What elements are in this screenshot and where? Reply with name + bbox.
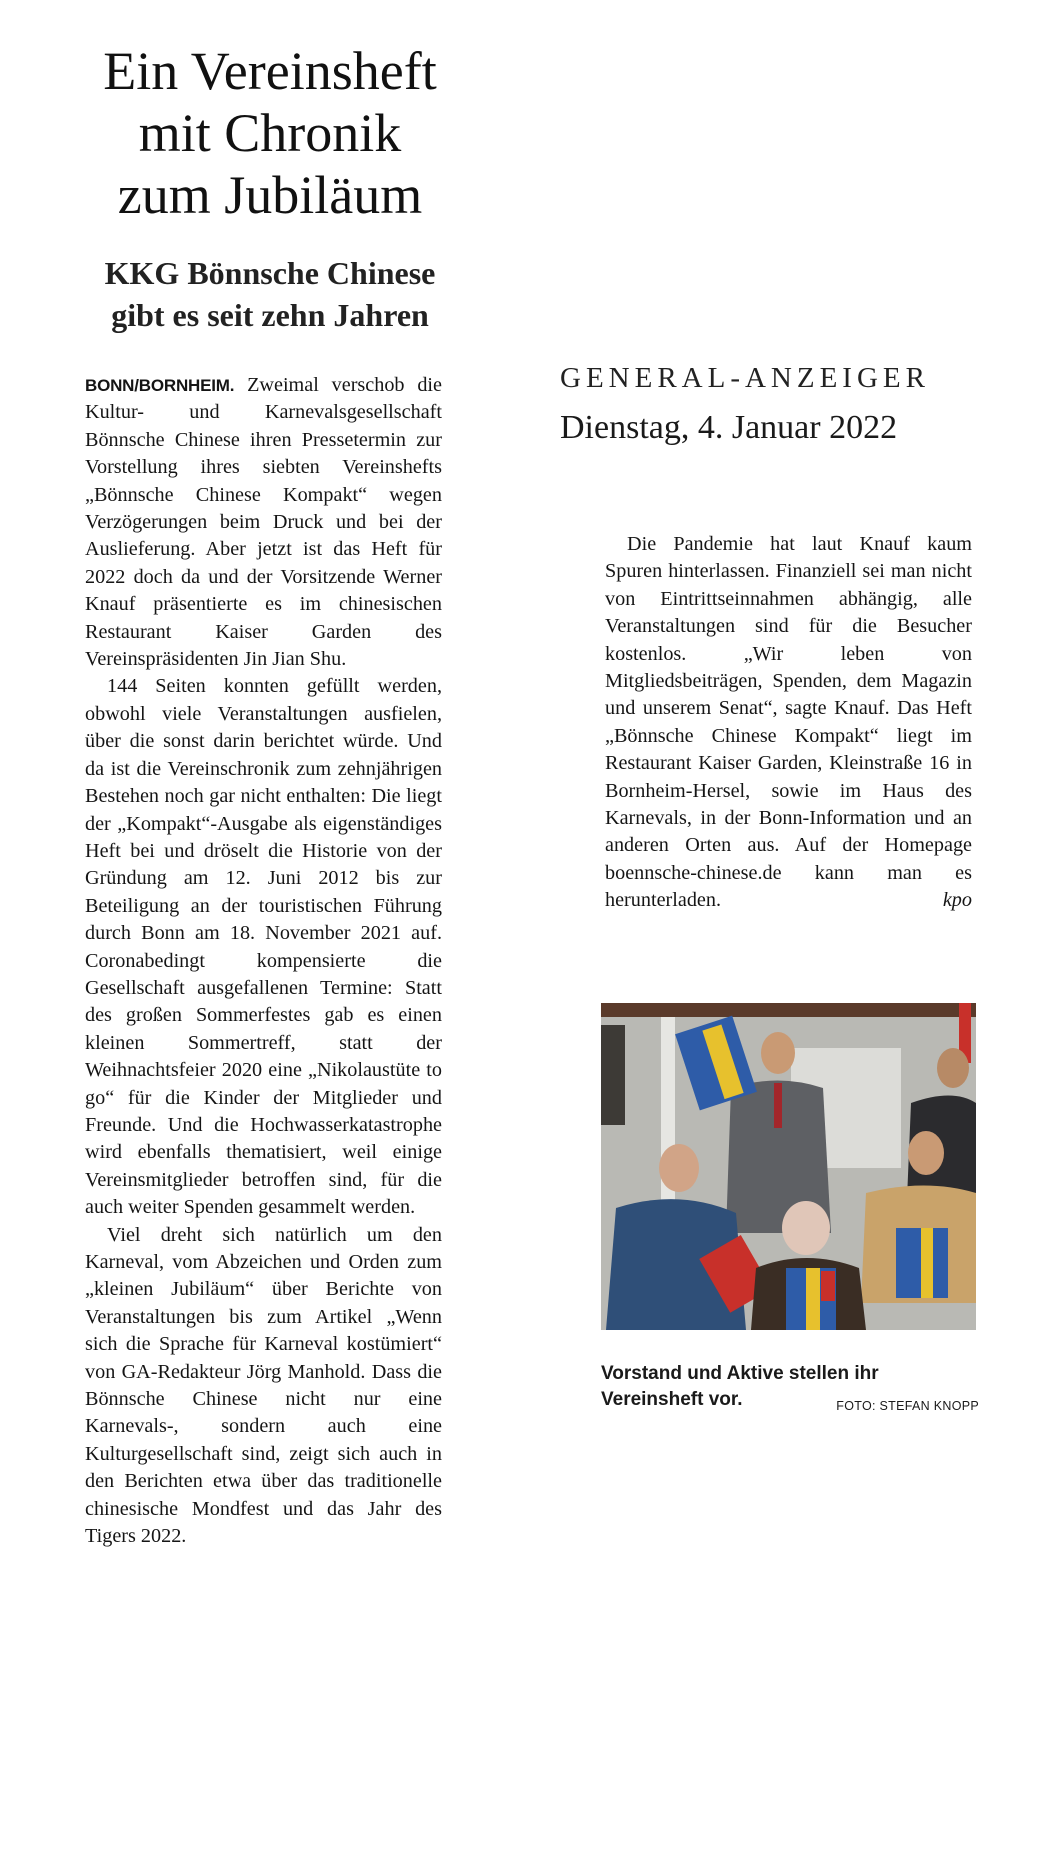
newspaper-name: GENERAL-ANZEIGER (560, 362, 930, 394)
paragraph-1 (85, 372, 442, 673)
publication-date: Dienstag, 4. Januar 2022 (560, 409, 898, 446)
article-column-right (605, 531, 972, 915)
newspaper-masthead (560, 360, 980, 450)
paragraph-2: 144 Seiten konnten gefüllt werden, obwohl viele Veranstaltungen ausfielen, über die sonst darin berichtet würde. Und da ist die Vereinschronik zum zehnjährigen Bestehen noch gar nicht enthalten: Die liegt der „Kompakt“-Ausgabe als eigenständiges Heft bei und dröselt die Historie von der Gründung am 12. Juni 2012 bis zur Beteiligung an der touristischen Führung durch Bonn am 18. November 2021 auf. Coronabedingt kompensierte die Gesellschaft ausgefallenen Termine: Statt des großen Sommerfestes gab es einen kleinen Sommertreff, statt der Weihnachtsfeier 2020 eine „Nikolaustüte to go“ für die Kinder der Mitglieder und Freunde. Und die Hochwasserkatastrophe wird ebenfalls thematisiert, weil einige Vereinsmitglieder betroffen sind, für die auch weiter Spenden gesammelt werden. (85, 675, 442, 1219)
headline-line-3: zum Jubiläum (117, 165, 423, 225)
subheadline-line-2: gibt es seit zehn Jahren (111, 297, 429, 333)
headline-line-2: mit Chronik (138, 103, 402, 163)
paragraph-1-text: Zweimal verschob die Kultur- und Karnevalsgesellschaft Bönnsche Chinese ihren Pressetermin zur Vorstellung ihres siebten Vereinshefts „Bönnsche Chinese Kompakt“ wegen Verzögerungen beim Druck und bei der Auslieferung. Aber jetzt ist das Heft für 2022 doch da und der Vorsitzende Werner Knauf präsentierte es im chinesischen Restaurant Kaiser Garden des Vereinspräsidenten Jin Jian Shu. (85, 374, 442, 671)
person-back-right-head (937, 1048, 969, 1088)
caption-text: Vorstand und Aktive stellen ihr Vereinsheft vor. (601, 1363, 879, 1410)
magazine-front-red (821, 1271, 835, 1301)
person-suit-head (761, 1032, 795, 1074)
subheadline-line-1: KKG Bönnsche Chinese (104, 255, 436, 291)
article-photo (601, 1003, 976, 1330)
headline (70, 40, 470, 226)
author-initials: kpo (942, 889, 972, 912)
magazine-right-stripe (921, 1228, 933, 1298)
person-blue-jacket-head (659, 1144, 699, 1192)
roof-beam (601, 1003, 976, 1017)
person-front-head (782, 1201, 830, 1255)
person-suit-tie (774, 1083, 782, 1128)
photo-caption (601, 1361, 979, 1419)
group-photo-illustration (601, 1003, 976, 1330)
dateline: BONN/BORNHEIM. (85, 376, 235, 395)
paragraph-3: Viel dreht sich natürlich um den Karneval, vom Abzeichen und Orden zum „kleinen Jubiläum“ über Berichte von Veranstaltungen bis zum Artikel „Wenn sich die Sprache für Karneval kostümiert“ von GA-Redakteur Jörg Manhold. Dass die Bönnsche Chinese nicht nur eine Karnevals-, sondern auch eine Kulturgesellschaft sind, zeigt sich auch in den Berichten etwa über das traditionelle chinesische Mondfest und das Jahr des Tigers 2022. (85, 1223, 442, 1548)
photo-credit: FOTO: STEFAN KNOPP (836, 1399, 979, 1413)
paragraph-4 (605, 531, 972, 915)
article-column-left (85, 372, 442, 1550)
person-tan-jacket-head (908, 1131, 944, 1175)
headline-line-1: Ein Vereinsheft (103, 41, 437, 101)
paragraph-4-text: Die Pandemie hat laut Knauf kaum Spuren hinterlassen. Finanziell sei man nicht von Eintrittseinnahmen abhängig, alle Veranstaltungen sind für die Besucher kostenlos. „Wir leben von Mitgliedsbeiträgen, Spenden, dem Magazin und unserem Senat“, sagte Knauf. Das Heft „Bönnsche Chinese Kompakt“ liegt im Restaurant Kaiser Garden, Kleinstraße 16 in Bornheim-Hersel, sowie im Haus des Karnevals, in der Bonn-Information und an anderen Orten aus. Auf der Homepage boennsche-chinese.de kann man es herunterladen. (605, 533, 972, 912)
magazine-front-stripe (806, 1268, 820, 1330)
window-left (601, 1025, 625, 1125)
subheadline (70, 252, 470, 336)
